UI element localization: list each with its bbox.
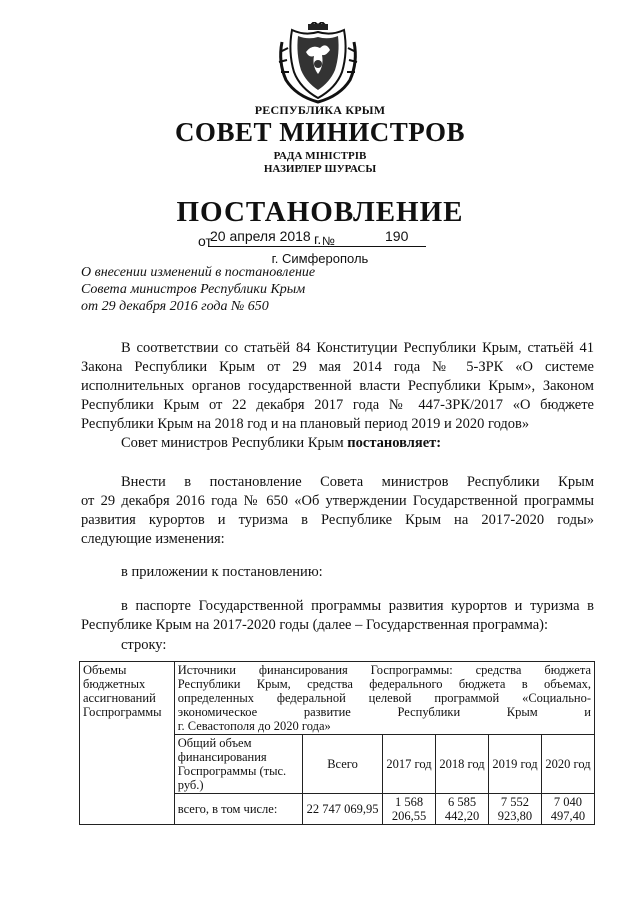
decision-verb: постановляет: (347, 435, 442, 451)
paragraph-line: Республике Крым на 2017-2020 годы (далее – Государственная программа): (81, 617, 548, 633)
document-city: г. Симферополь (271, 251, 369, 266)
paragraph-line: Закона Республики Крым от 29 мая 2014 года № 5-ЗРК «О системе (81, 359, 594, 375)
total-all-value: 22 747 069,95 (302, 794, 382, 825)
paragraph-line: В соответствии со статьёй 84 Конституции Республики Крым, статьёй 41 (121, 340, 594, 356)
paragraph-line: следующие изменения: (81, 531, 225, 547)
column-header-2017: 2017 год (383, 735, 436, 794)
paragraph-line: Внести в постановление Совета министров Республики Крым (121, 474, 594, 490)
sources-line: г. Севастополя до 2020 года» (177, 719, 331, 733)
council-name: СОВЕТ МИНИСТРОВ (174, 117, 466, 147)
document-number: 190 (385, 228, 409, 244)
paragraph-line: Республики Крым от 22 декабря 2017 года № 447-ЗРК/2017 «О бюджете (81, 397, 594, 413)
paragraph-amendment (81, 473, 594, 549)
total-2017-value: 1 568 206,55 (383, 794, 436, 825)
document-date: 20 апреля 2018 (210, 228, 311, 244)
date-underline (208, 246, 426, 247)
paragraph-line: развития курортов и туризма в Республике Крым на 2017-2020 годы» (81, 512, 594, 528)
council-name-ukrainian: РАДА МІНІСТРІВ (273, 150, 367, 162)
column-header-2019: 2019 год (488, 735, 541, 794)
table-row (80, 662, 595, 735)
subject-line: Совета министров Республики Крым (81, 282, 306, 297)
sources-line: Источники финансирования Госпрограммы: средства бюджета (177, 663, 591, 677)
paragraph-decision (121, 435, 441, 452)
total-row-label: всего, в том числе: (174, 794, 302, 825)
total-2018-value: 6 585 442,20 (436, 794, 489, 825)
paragraph-row-word: строку: (121, 637, 167, 653)
subject-line: от 29 декабря 2016 года № 650 (81, 299, 269, 314)
column-header-all: Всего (302, 735, 382, 794)
funding-sources-cell (174, 662, 594, 735)
subject-line: О внесении изменений в постановление (81, 265, 316, 280)
sources-line: экономическое развитие Республики Крым и (177, 705, 591, 719)
document-type-title: ПОСТАНОВЛЕНИЕ (176, 196, 464, 228)
republic-name: РЕСПУБЛИКА КРЫМ (254, 103, 386, 117)
paragraph-line: исполнительных органов государственной власти Республики Крым», Законом (81, 378, 594, 394)
number-sign: № (322, 234, 335, 248)
total-2019-value: 7 552 923,80 (488, 794, 541, 825)
paragraph-line: в паспорте Государственной программы развития курортов и туризма в (121, 598, 594, 614)
column-header-2020: 2020 год (541, 735, 594, 794)
funding-table (79, 661, 595, 825)
total-header-cell: Общий объем финансирования Госпрограммы (тыс. руб.) (174, 735, 302, 794)
decision-text: Совет министров Республики Крым (121, 435, 348, 451)
paragraph-legal-basis (81, 339, 594, 434)
sources-line: Республики Крым, средства федерального бюджета в объемах, (177, 677, 591, 691)
paragraph-line: Республики Крым на 2018 год и на плановый период 2019 и 2020 годов» (81, 416, 530, 432)
row-label-cell: Объемы бюджетных ассигнований Госпрограммы (80, 662, 175, 825)
document-subject (81, 264, 315, 315)
year-suffix: г. (314, 231, 322, 247)
paragraph-passport (81, 597, 594, 635)
date-number-line (198, 228, 428, 250)
total-2020-value: 7 040 497,40 (541, 794, 594, 825)
column-header-2018: 2018 год (436, 735, 489, 794)
sources-line: определенных федеральной целевой программой «Социально- (177, 691, 591, 705)
date-prefix: от (198, 233, 212, 249)
paragraph-appendix: в приложении к постановлению: (121, 564, 323, 580)
coat-of-arms-crimea-icon (276, 22, 360, 104)
council-name-crimean-tatar: НАЗИРЛЕР ШУРАСЫ (263, 163, 377, 175)
paragraph-line: от 29 декабря 2016 года № 650 «Об утверждении Государственной программы (81, 493, 594, 509)
